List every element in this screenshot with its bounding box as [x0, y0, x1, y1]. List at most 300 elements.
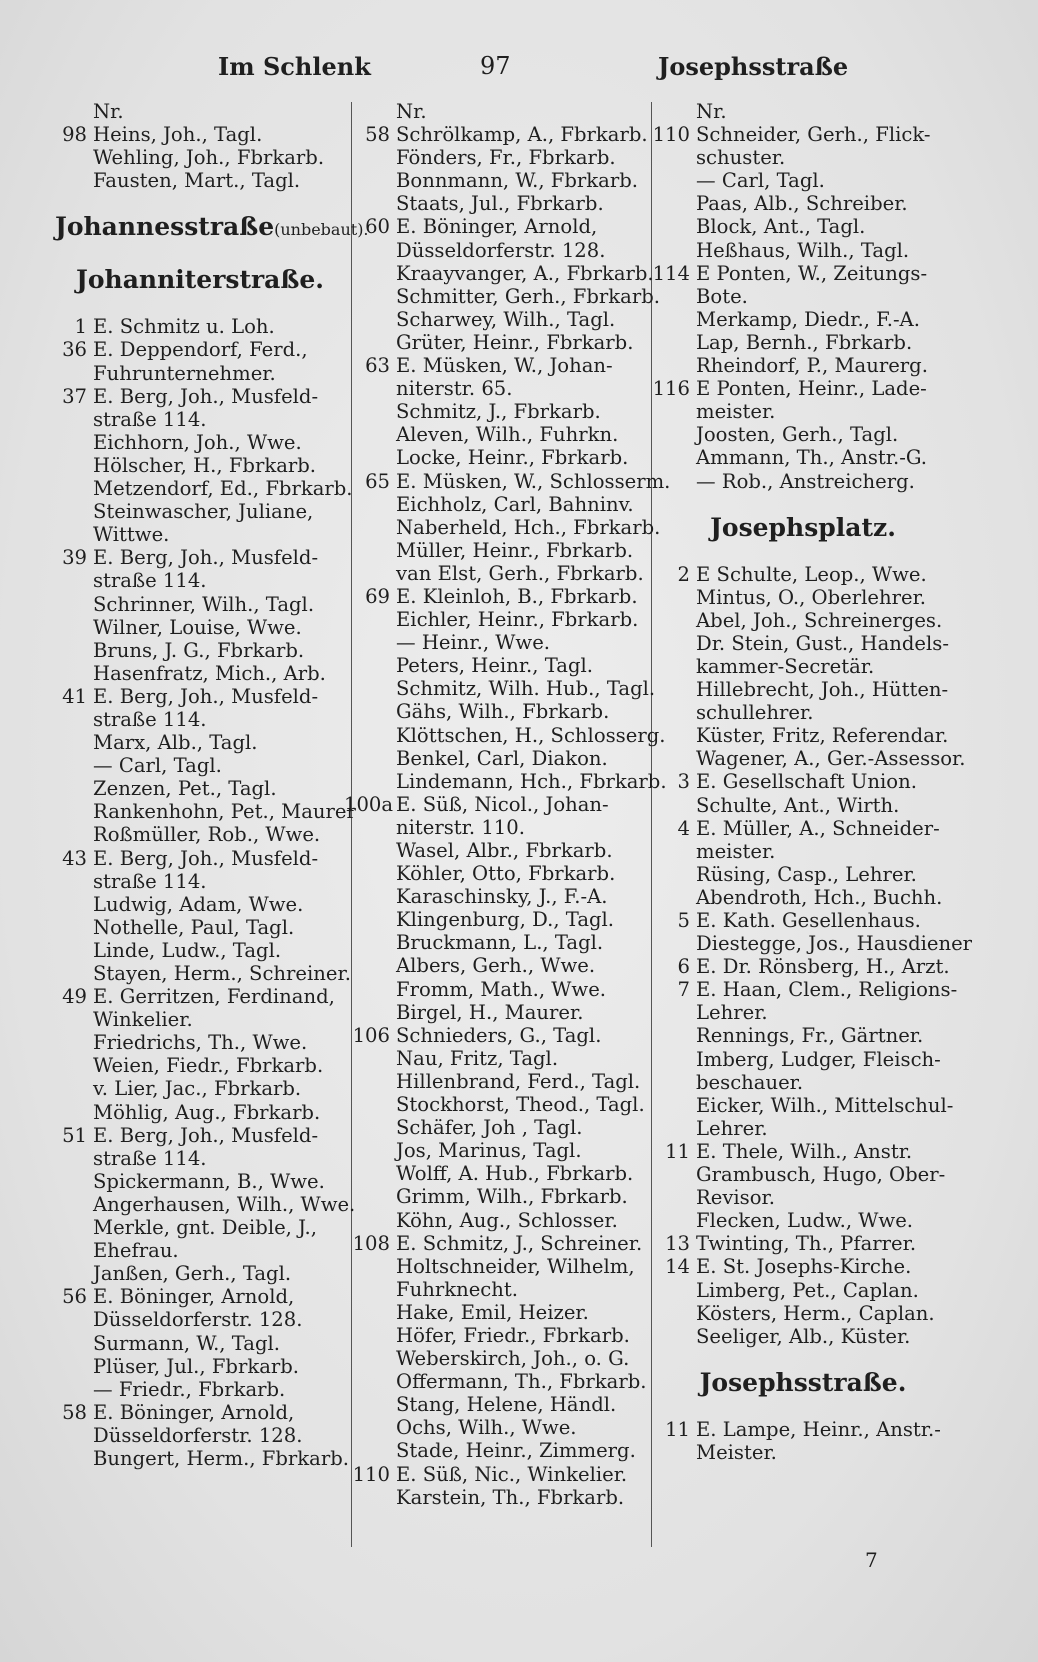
entry-text: kammer-Secretär. — [696, 654, 875, 678]
entry-text: Klingenburg, D., Tagl. — [396, 908, 615, 932]
entry-text: Linde, Ludw., Tagl. — [93, 938, 282, 962]
entry-text: Wagener, A., Ger.-Assessor. — [696, 747, 966, 771]
house-entry — [652, 123, 948, 147]
house-entry — [358, 469, 671, 493]
entry-text: Gähs, Wilh., Fbrkarb. — [396, 700, 610, 724]
resident-line — [55, 777, 345, 800]
entry-text: Aleven, Wilh., Fuhrkn. — [396, 423, 619, 447]
entry-text: E. Thele, Wilh., Anstr. — [696, 1139, 913, 1163]
street-heading — [55, 212, 369, 245]
resident-line — [358, 608, 648, 631]
house-number: 6 — [677, 955, 690, 979]
section-spacer — [658, 493, 948, 513]
resident-line — [358, 423, 648, 446]
entry-text: Stade, Heinr., Zimmerg. — [396, 1439, 636, 1463]
entry-text: Winkelier. — [93, 1008, 193, 1032]
entry-text: E. Müsken, W., Johan- — [396, 354, 613, 378]
entry-text: E. Dr. Rönsberg, H., Arzt. — [696, 955, 950, 979]
entry-text: E. Schmitz, J., Schreiner. — [396, 1231, 643, 1255]
resident-line — [55, 362, 345, 385]
entry-text: Joosten, Gerh., Tagl. — [696, 423, 899, 447]
page-header — [210, 52, 849, 86]
entry-text: E. Müsken, W., Schlosserm. — [396, 469, 671, 493]
resident-line — [358, 284, 660, 308]
resident-line — [55, 870, 345, 893]
house-entry — [55, 315, 345, 338]
street-heading-text: Josephsstraße. — [699, 1367, 907, 1397]
resident-line — [658, 1302, 948, 1325]
resident-line — [658, 1209, 948, 1232]
resident-line — [658, 308, 948, 331]
resident-line — [358, 862, 648, 885]
house-number: 1 — [74, 315, 87, 339]
entry-text: Zenzen, Pet., Tagl. — [93, 777, 277, 801]
resident-line — [358, 1255, 648, 1278]
resident-line — [358, 816, 648, 839]
street-heading-text: Johanniterstraße. — [76, 265, 324, 295]
resident-line — [658, 1279, 948, 1302]
resident-line — [55, 569, 345, 592]
entry-text: Paas, Alb., Schreiber. — [696, 192, 908, 216]
entry-text: van Elst, Gerh., Fbrkarb. — [396, 561, 644, 585]
entry-text: Merkle, gnt. Deible, J., — [93, 1216, 317, 1240]
entry-text: E. Gesellschaft Union. — [696, 770, 917, 794]
resident-line — [55, 616, 345, 639]
entry-text: Lap, Bernh., Fbrkarb. — [696, 330, 913, 354]
entry-text: Hillebrecht, Joh., Hütten- — [696, 678, 949, 702]
resident-line — [55, 431, 345, 454]
house-number — [344, 100, 396, 123]
entry-text: Schäfer, Joh , Tagl. — [396, 1116, 583, 1140]
resident-line — [358, 769, 667, 793]
entry-text: Schnieders, G., Tagl. — [396, 1023, 602, 1047]
house-number: 36 — [62, 338, 87, 362]
resident-line — [55, 1424, 345, 1447]
resident-line — [55, 823, 345, 846]
entry-text: Marx, Alb., Tagl. — [93, 731, 258, 755]
signature-mark: 7 — [865, 1548, 878, 1572]
resident-line — [358, 1047, 648, 1070]
house-entry — [55, 685, 345, 708]
entry-text: E. Böninger, Arnold, — [93, 1285, 295, 1309]
entry-text: E. Berg, Joh., Musfeld- — [93, 684, 319, 708]
entry-text: straße 114. — [93, 569, 207, 593]
house-entry — [352, 1231, 648, 1255]
resident-line — [358, 1162, 648, 1185]
entry-text: Bungert, Herm., Fbrkarb. — [93, 1446, 349, 1470]
entry-text: Nau, Fritz, Tagl. — [396, 1046, 559, 1070]
resident-line — [358, 400, 648, 423]
entry-text: Stang, Helene, Händl. — [396, 1393, 617, 1417]
resident-line — [358, 1070, 648, 1093]
house-number: 39 — [62, 546, 87, 570]
resident-line — [55, 477, 353, 501]
resident-line — [55, 1147, 345, 1170]
house-entry — [358, 123, 648, 146]
entry-text: Bruns, J. G., Fbrkarb. — [93, 638, 305, 662]
entry-text: Schmitz, J., Fbrkarb. — [396, 400, 601, 424]
entry-text: Revisor. — [696, 1186, 775, 1210]
entry-text: straße 114. — [93, 869, 207, 893]
resident-line — [358, 700, 648, 723]
resident-line — [55, 1262, 345, 1285]
resident-line — [55, 1216, 345, 1239]
entry-text: Jos, Marinus, Tagl. — [396, 1139, 582, 1163]
house-entry — [55, 985, 345, 1008]
resident-line — [358, 654, 648, 677]
entry-text: Locke, Heinr., Fbrkarb. — [396, 446, 629, 470]
house-number: 43 — [62, 846, 87, 870]
entry-text: E. Böninger, Arnold, — [396, 215, 598, 239]
entry-text: Düsseldorferstr. 128. — [396, 238, 606, 262]
section-spacer — [55, 245, 345, 265]
resident-line — [358, 261, 654, 285]
resident-line — [358, 839, 648, 862]
resident-line — [358, 493, 648, 516]
house-number: 106 — [352, 1023, 390, 1047]
street-heading — [55, 265, 345, 295]
resident-line — [358, 1439, 648, 1462]
entry-text: Grimm, Wilh., Fbrkarb. — [396, 1185, 628, 1209]
entry-text: straße 114. — [93, 707, 207, 731]
entry-text: Schneider, Gerh., Flick- — [696, 123, 931, 147]
resident-line — [658, 169, 948, 192]
entry-text: Heßhaus, Wilh., Tagl. — [696, 238, 910, 262]
resident-line — [658, 1441, 948, 1464]
resident-line — [658, 1071, 948, 1094]
resident-line — [658, 285, 948, 308]
resident-line — [358, 1301, 648, 1324]
column-divider — [351, 102, 352, 1547]
house-number: 14 — [665, 1255, 690, 1279]
house-number — [41, 146, 93, 169]
house-number: 100a — [344, 792, 394, 816]
house-entry — [358, 215, 648, 238]
entry-text: Peters, Heinr., Tagl. — [396, 654, 593, 678]
house-number — [41, 100, 93, 123]
resident-line — [358, 1093, 648, 1116]
resident-line — [658, 678, 948, 701]
entry-text: Eichholz, Carl, Bahninv. — [396, 492, 634, 516]
house-entry — [658, 1232, 948, 1255]
entry-text: — Friedr., Fbrkarb. — [93, 1377, 286, 1401]
entry-text: E. Berg, Joh., Musfeld- — [93, 1123, 319, 1147]
entry-text: Hillenbrand, Ferd., Tagl. — [396, 1069, 641, 1093]
house-entry — [55, 546, 345, 569]
entry-text: Janßen, Gerh., Tagl. — [93, 1262, 292, 1286]
house-entry — [658, 1418, 948, 1441]
house-number: 114 — [652, 261, 690, 285]
header-left-street: Im Schlenk — [218, 52, 371, 81]
entry-text: Seeliger, Alb., Küster. — [696, 1324, 911, 1348]
section-spacer — [658, 1348, 948, 1368]
house-number: 3 — [677, 770, 690, 794]
house-entry — [358, 585, 648, 608]
entry-text: Surmann, W., Tagl. — [93, 1331, 281, 1355]
entry-text: Köhn, Aug., Schlosser. — [396, 1208, 618, 1232]
resident-line — [55, 800, 356, 824]
resident-line — [658, 1093, 954, 1117]
resident-line — [55, 523, 345, 546]
house-entry — [55, 1401, 345, 1424]
house-entry — [658, 563, 948, 586]
resident-line — [358, 1185, 648, 1208]
house-entry — [658, 955, 948, 978]
house-number — [41, 169, 93, 192]
entry-text: Karstein, Th., Fbrkarb. — [396, 1485, 625, 1509]
entry-text: E Ponten, Heinr., Lade- — [696, 377, 927, 401]
resident-line — [358, 1486, 648, 1509]
resident-line — [358, 539, 648, 562]
entry-text: Wittwe. — [93, 523, 170, 547]
entry-text: E. St. Josephs-Kirche. — [696, 1255, 912, 1279]
house-entry — [358, 100, 648, 123]
entry-text: E. Haan, Clem., Religions- — [696, 978, 958, 1002]
house-entry — [652, 377, 948, 401]
entry-text: Wilner, Louise, Wwe. — [93, 615, 302, 639]
resident-line — [358, 239, 648, 262]
house-entry — [658, 100, 948, 123]
house-number: 108 — [352, 1231, 390, 1255]
section-spacer — [55, 295, 345, 315]
resident-line — [55, 662, 345, 685]
entry-text: Schmitter, Gerh., Fbrkarb. — [396, 284, 660, 308]
entry-text: Hölscher, H., Fbrkarb. — [93, 453, 317, 477]
house-entry — [55, 847, 345, 870]
entry-text: Karaschinsky, J., F.-A. — [396, 885, 608, 909]
resident-line — [658, 1048, 948, 1071]
resident-line — [358, 1393, 648, 1416]
entry-text: Lehrer. — [696, 1116, 768, 1140]
resident-line — [358, 747, 648, 770]
resident-line — [55, 962, 351, 985]
entry-text: Rheindorf, P., Maurerg. — [696, 354, 928, 378]
resident-line — [658, 632, 948, 655]
entry-text: Hasenfratz, Mich., Arb. — [93, 661, 326, 685]
house-number: 65 — [365, 469, 390, 493]
resident-line — [658, 1163, 948, 1186]
entry-text: Eichler, Heinr., Fbrkarb. — [396, 608, 639, 632]
house-number: 41 — [62, 684, 87, 708]
resident-line — [658, 586, 948, 609]
entry-text: Wasel, Albr., Fbrkarb. — [396, 839, 613, 862]
entry-text: Albers, Gerh., Wwe. — [396, 954, 596, 978]
entry-text: Steinwascher, Juliane, — [93, 500, 314, 524]
entry-text: Stayen, Herm., Schreiner. — [93, 962, 351, 985]
resident-line — [55, 939, 345, 962]
page-number: 97 — [480, 52, 511, 80]
resident-line — [55, 1192, 356, 1216]
entry-text: straße 114. — [93, 1146, 207, 1170]
entry-text: Merkamp, Diedr., F.-A. — [696, 307, 920, 331]
house-entry — [55, 338, 345, 361]
resident-line — [358, 1209, 648, 1232]
entry-text: Schulte, Ant., Wirth. — [696, 793, 900, 817]
entry-text: Flecken, Ludw., Wwe. — [696, 1209, 914, 1233]
entry-text: niterstr. 110. — [396, 815, 525, 839]
entry-text: E. Deppendorf, Ferd., — [93, 338, 308, 362]
house-entry — [55, 385, 345, 408]
entry-text: Schmitz, Wilh. Hub., Tagl. — [396, 677, 656, 701]
resident-line — [658, 331, 948, 354]
street-heading — [658, 1368, 948, 1398]
house-entry — [658, 1140, 948, 1163]
resident-line — [658, 470, 948, 493]
entry-text: Weberskirch, Joh., o. G. — [396, 1347, 630, 1371]
resident-line — [358, 1347, 648, 1370]
section-spacer — [55, 192, 345, 212]
entry-text: Schrölkamp, A., Fbrkarb. — [396, 123, 648, 147]
entry-text: Grüter, Heinr., Fbrkarb. — [396, 330, 634, 354]
entry-text: schullehrer. — [696, 701, 814, 725]
house-number: 60 — [365, 215, 390, 239]
entry-text: Staats, Jul., Fbrkarb. — [396, 192, 604, 216]
entry-text: Imberg, Ludger, Fleisch- — [696, 1047, 941, 1071]
resident-line — [358, 954, 648, 977]
house-number: 58 — [365, 123, 390, 147]
entry-text: Mintus, O., Oberlehrer. — [696, 585, 927, 609]
house-entry — [344, 792, 648, 816]
house-number: 98 — [62, 123, 87, 147]
entry-text: Abel, Joh., Schreinerges. — [696, 608, 943, 632]
resident-line — [55, 1239, 345, 1262]
entry-text: Eichhorn, Joh., Wwe. — [93, 430, 302, 454]
resident-line — [55, 593, 345, 616]
resident-line — [358, 562, 648, 585]
entry-text: Nothelle, Paul, Tagl. — [93, 915, 295, 939]
resident-line — [658, 863, 948, 886]
resident-line — [358, 1116, 648, 1139]
entry-text: Twinting, Th., Pfarrer. — [696, 1232, 917, 1256]
entry-text: Eicker, Wilh., Mittelschul- — [696, 1093, 954, 1117]
entry-text: Scharwey, Wilh., Tagl. — [396, 307, 616, 331]
entry-text: E. Süß, Nic., Winkelier. — [396, 1462, 628, 1486]
house-number: 4 — [677, 816, 690, 840]
entry-text: Schrinner, Wilh., Tagl. — [93, 592, 315, 616]
house-entry — [55, 146, 345, 169]
house-entry — [55, 123, 345, 146]
resident-line — [55, 639, 345, 662]
resident-line — [658, 1325, 948, 1348]
house-number: 11 — [665, 1139, 690, 1163]
house-number: 49 — [62, 985, 87, 1009]
entry-text: Rennings, Fr., Gärtner. — [696, 1024, 924, 1048]
entry-text: Heins, Joh., Tagl. — [93, 123, 263, 147]
house-number: 110 — [352, 1462, 390, 1486]
resident-line — [358, 931, 648, 954]
section-spacer — [658, 543, 948, 563]
house-number: 7 — [677, 978, 690, 1002]
house-entry — [652, 261, 948, 285]
house-number: 63 — [365, 354, 390, 378]
resident-line — [358, 1139, 648, 1162]
house-entry — [358, 354, 648, 377]
entry-text: Plüser, Jul., Fbrkarb. — [93, 1354, 300, 1378]
house-entry — [658, 817, 948, 840]
house-number: 2 — [677, 562, 690, 586]
entry-text: E Ponten, W., Zeitungs- — [696, 261, 928, 285]
entry-text: Fuhrunternehmer. — [93, 361, 276, 385]
entry-text: Friedrichs, Th., Wwe. — [93, 1031, 308, 1055]
resident-line — [658, 655, 948, 678]
entry-text: Ammann, Th., Anstr.-G. — [696, 446, 928, 470]
resident-line — [358, 1278, 648, 1301]
resident-line — [358, 515, 661, 539]
house-number: 13 — [665, 1232, 690, 1256]
entry-text: — Carl, Tagl. — [93, 754, 222, 778]
entry-text: Ehefrau. — [93, 1239, 179, 1263]
house-entry — [352, 1462, 648, 1486]
entry-text: Nr. — [696, 100, 727, 123]
entry-text: E. Böninger, Arnold, — [93, 1400, 295, 1424]
entry-text: Köhler, Otto, Fbrkarb. — [396, 862, 616, 886]
resident-line — [55, 1355, 345, 1378]
resident-line — [358, 677, 656, 701]
resident-line — [358, 446, 648, 469]
section-spacer — [658, 1398, 948, 1418]
house-number: 69 — [365, 584, 390, 608]
resident-line — [55, 1378, 345, 1401]
entry-text: Benkel, Carl, Diakon. — [396, 746, 608, 770]
entry-text: Klöttschen, H., Schlosserg. — [396, 723, 666, 747]
resident-line — [55, 731, 345, 754]
house-entry — [658, 1255, 948, 1278]
entry-text: E. Gerritzen, Ferdinand, — [93, 985, 335, 1009]
entry-text: Bonnmann, W., Fbrkarb. — [396, 169, 638, 193]
entry-text: Fausten, Mart., Tagl. — [93, 169, 301, 193]
entry-text: Möhlig, Aug., Fbrkarb. — [93, 1100, 321, 1124]
house-entry — [55, 1285, 345, 1308]
entry-text: E Schulte, Leop., Wwe. — [696, 562, 927, 586]
street-heading-text: Josephsplatz. — [710, 512, 896, 542]
resident-line — [358, 908, 648, 931]
entry-text: Bruckmann, L., Tagl. — [396, 931, 604, 955]
resident-line — [658, 354, 948, 377]
house-entry — [55, 1124, 345, 1147]
entry-text: meister. — [696, 400, 776, 424]
house-entry — [658, 770, 948, 793]
entry-text: — Heinr., Wwe. — [396, 631, 551, 655]
resident-line — [55, 1031, 345, 1054]
header-right-street: Josephsstraße — [658, 52, 849, 81]
resident-line — [358, 377, 648, 400]
resident-line — [658, 724, 948, 747]
entry-text: E. Kleinloh, B., Fbrkarb. — [396, 584, 638, 608]
entry-text: Lehrer. — [696, 1001, 768, 1025]
house-number: 58 — [62, 1400, 87, 1424]
entry-text: Düsseldorferstr. 128. — [93, 1423, 303, 1447]
resident-line — [658, 446, 948, 469]
resident-line — [55, 1446, 349, 1470]
entry-text: Höfer, Friedr., Fbrkarb. — [396, 1323, 630, 1347]
entry-text: Weien, Fiedr., Fbrkarb. — [93, 1054, 324, 1078]
resident-line — [55, 1008, 345, 1031]
entry-text: beschauer. — [696, 1070, 804, 1094]
resident-line — [658, 146, 948, 169]
column-3 — [652, 100, 973, 1550]
resident-line — [55, 454, 345, 477]
resident-line — [658, 1001, 948, 1024]
resident-line — [658, 886, 948, 909]
house-entry — [55, 100, 345, 123]
resident-line — [358, 885, 648, 908]
house-number: 110 — [652, 123, 690, 147]
entry-text: Diestegge, Jos., Hausdiener — [696, 932, 973, 956]
entry-text: niterstr. 65. — [396, 377, 513, 401]
street-heading — [658, 513, 948, 543]
entry-text: Rankenhohn, Pet., Maurer — [93, 800, 356, 824]
entry-text: Kraayvanger, A., Fbrkarb. — [396, 261, 654, 285]
